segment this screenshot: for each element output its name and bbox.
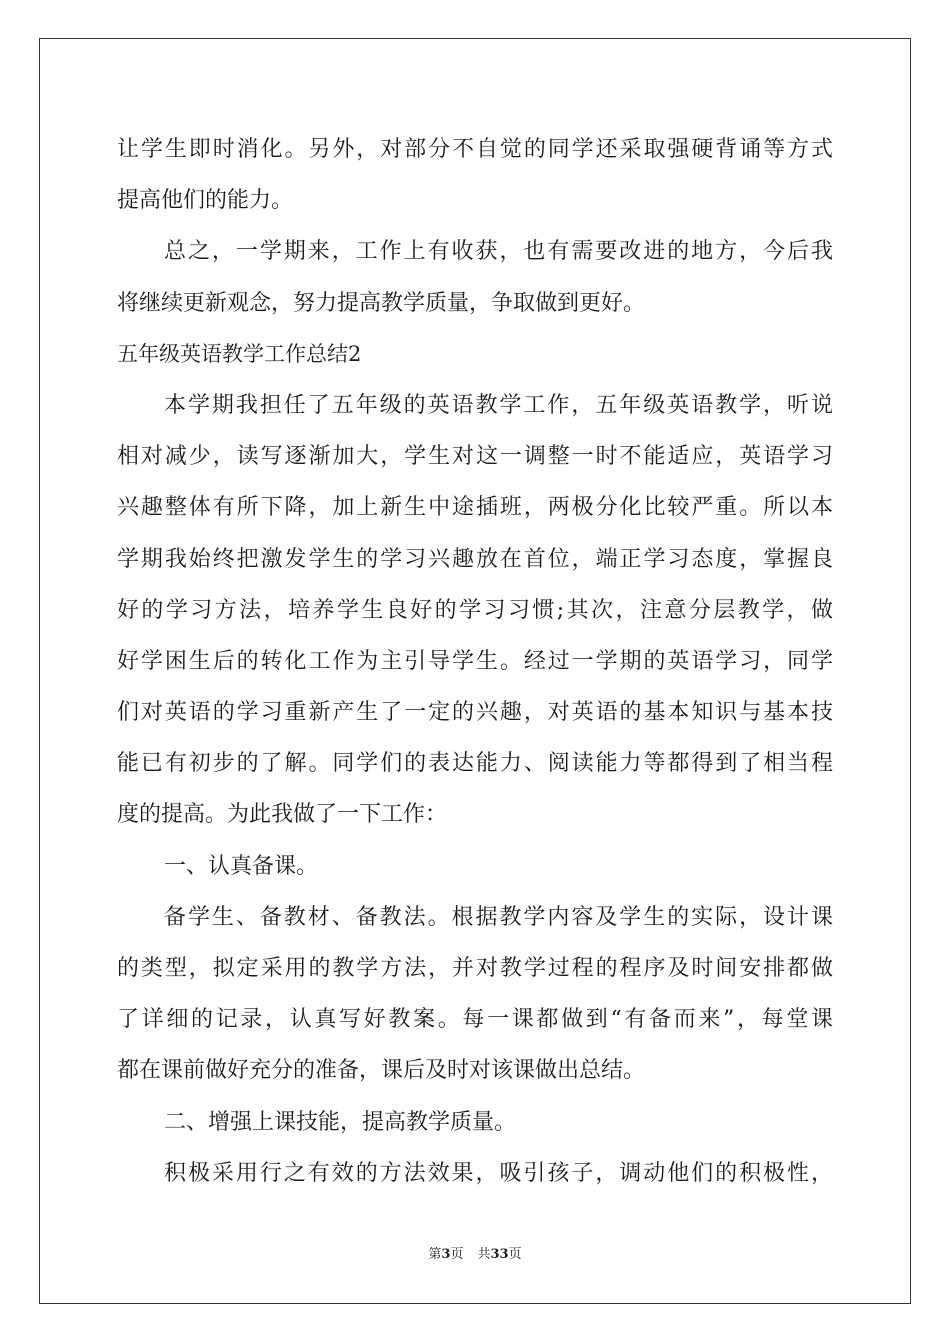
text-line-11: 好学困生后的转化工作为主引导学生。经过一学期的英语学习，同学 <box>117 648 833 674</box>
page-prefix: 第 <box>428 1247 442 1262</box>
text-line-2: 提高他们的能力。 <box>117 188 294 214</box>
text-line-13: 能已有初步的了解。同学们的表达能力、阅读能力等都得到了相当程 <box>117 751 833 777</box>
page-suffix: 页 <box>450 1247 464 1262</box>
document-body <box>117 124 833 1199</box>
text-line-19: 都在课前做好充分的准备，课后及时对该课做出总结。 <box>117 1058 646 1084</box>
text-line-6: 本学期我担任了五年级的英语教学工作，五年级英语教学，听说 <box>164 392 833 418</box>
page-current: 3 <box>441 1247 451 1262</box>
text-line-10: 好的学习方法，培养学生良好的学习习惯;其次，注意分层教学，做 <box>117 597 833 623</box>
text-line-14: 度的提高。为此我做了一下工作： <box>117 802 448 828</box>
text-line-3: 总之，一学期来，工作上有收获，也有需要改进的地方，今后我 <box>164 239 833 265</box>
text-line-12: 们对英语的学习重新产生了一定的兴趣，对英语的基本知识与基本技 <box>117 700 833 726</box>
text-line-18: 了详细的记录，认真写好教案。每一课都做到“有备而来”，每堂课 <box>117 1007 833 1033</box>
text-line-17: 的类型，拟定采用的教学方法，并对教学过程的程序及时间安排都做 <box>117 956 833 981</box>
text-line-4: 将继续更新观念，努力提高教学质量，争取做到更好。 <box>117 290 646 316</box>
text-line-16: 备学生、备教材、备教法。根据教学内容及学生的实际，设计课 <box>164 904 833 930</box>
text-line-7: 相对减少，读写逐渐加大，学生对这一调整一时不能适应，英语学习 <box>117 444 833 470</box>
heading-two: 二、增强上课技能，提高教学质量。 <box>164 1109 517 1135</box>
page-footer <box>0 1245 950 1265</box>
text-line-21: 积极采用行之有效的方法效果，吸引孩子，调动他们的积极性， <box>164 1160 833 1186</box>
heading-one: 一、认真备课。 <box>164 853 319 879</box>
text-line-8: 兴趣整体有所下降，加上新生中途插班，两极分化比较严重。所以本 <box>117 495 833 521</box>
section-title: 五年级英语教学工作总结2 <box>117 341 362 366</box>
text-line-1: 让学生即时消化。另外，对部分不自觉的同学还采取强硬背诵等方式 <box>117 137 833 162</box>
text-line-9: 学期我始终把激发学生的学习兴趣放在首位，端正学习态度，掌握良 <box>117 546 833 572</box>
total-suffix: 页 <box>508 1247 522 1262</box>
page-total: 33 <box>490 1247 509 1262</box>
total-prefix: 共 <box>477 1247 491 1262</box>
